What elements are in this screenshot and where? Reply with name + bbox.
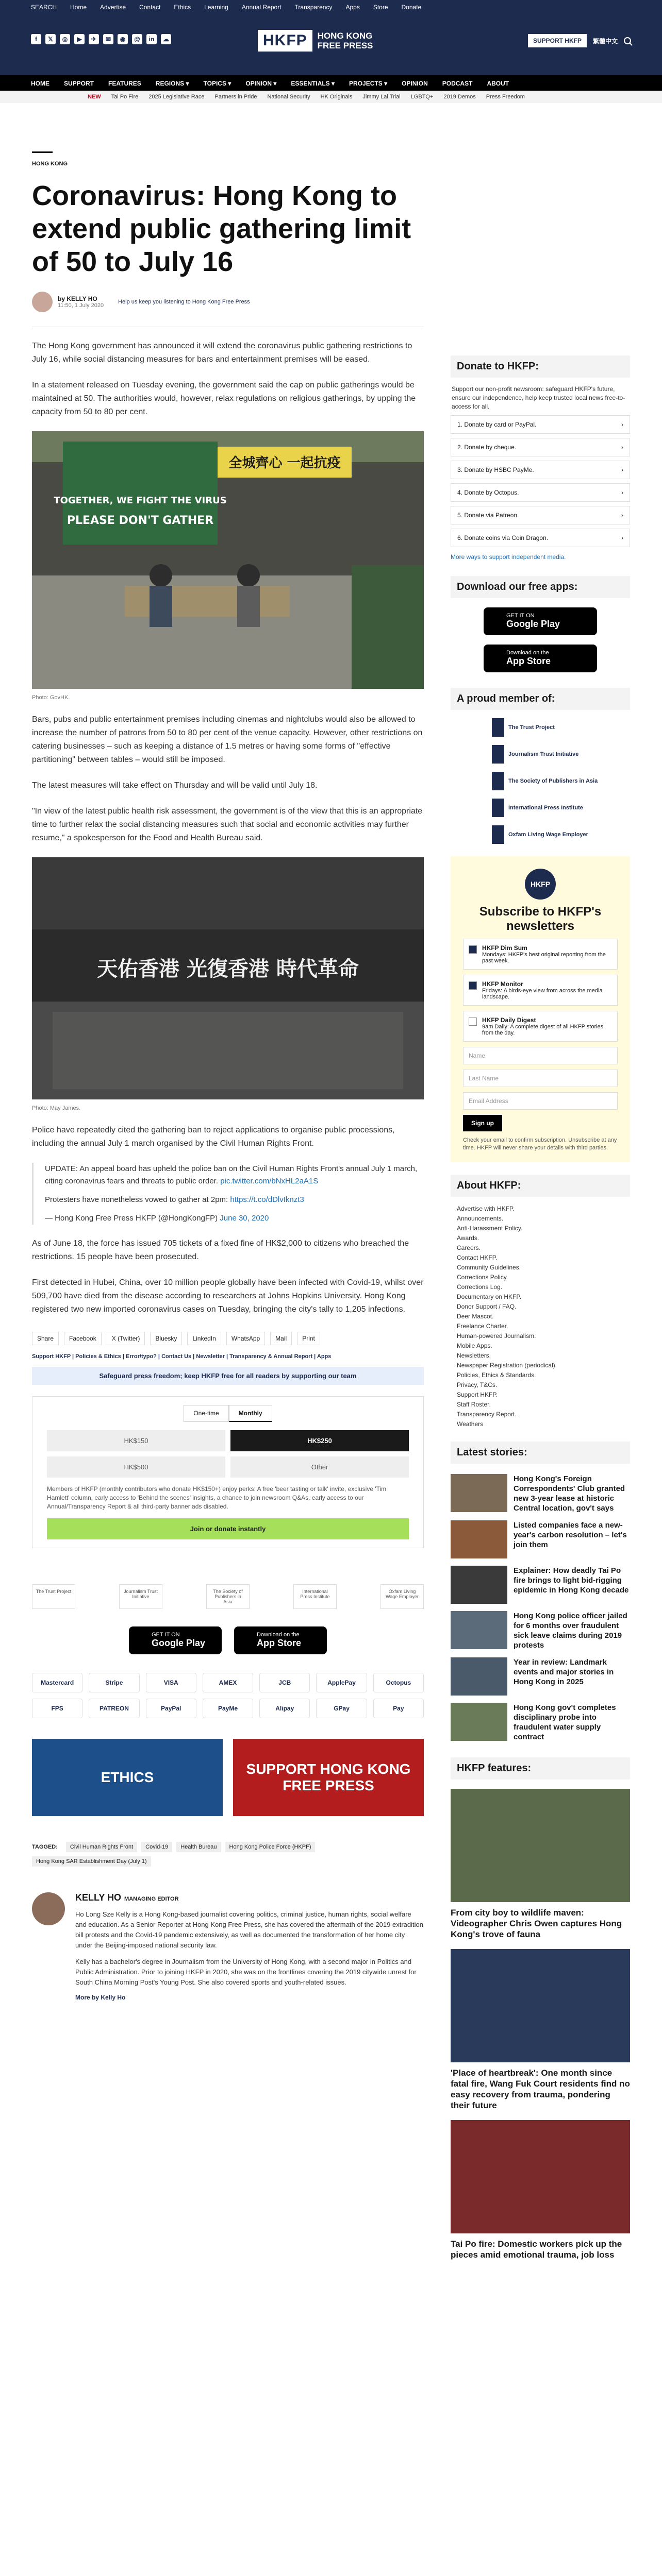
payment-logo: Stripe <box>89 1673 139 1692</box>
more-ways-link[interactable]: More ways to support independent media. <box>451 553 566 561</box>
about-link[interactable]: Anti-Harassment Policy. <box>457 1225 523 1232</box>
newsletter-note: Check your email to confirm subscription. Unsubscribe at any time. HKFP will never share your details with third parties. <box>463 1137 617 1151</box>
payment-logo: Mastercard <box>32 1673 82 1692</box>
photo-sign-text-1: TOGETHER, WE FIGHT THE VIRUS <box>54 495 227 506</box>
publish-date: 11:50, 1 July 2020 <box>58 302 104 309</box>
donate-box <box>32 1396 424 1548</box>
join-donate-button[interactable]: Join or donate instantly <box>47 1518 409 1539</box>
latest-stories <box>451 1474 630 1742</box>
share-button[interactable]: Bluesky <box>150 1332 182 1345</box>
subnav-item[interactable]: Partners in Pride <box>214 94 257 100</box>
nav-item[interactable]: OPINION ▾ <box>245 80 277 87</box>
photo-caption: Photo: GovHK. <box>32 694 70 701</box>
frequency-option[interactable]: One-time <box>184 1405 228 1422</box>
donate-option-label: 1. Donate by card or PayPal. <box>457 421 537 428</box>
about-link[interactable]: Contact HKFP. <box>457 1254 498 1261</box>
chevron-right-icon: › <box>621 489 623 496</box>
about-link[interactable]: Awards. <box>457 1234 479 1242</box>
latest-story[interactable] <box>451 1703 630 1742</box>
subnav-item[interactable]: National Security <box>267 94 310 100</box>
tag-chip[interactable]: Covid-19 <box>141 1842 172 1852</box>
newsletter-option[interactable] <box>463 975 618 1006</box>
threads-icon[interactable]: @ <box>132 34 142 44</box>
paragraph: The latest measures will take effect on Thursday and will be valid until July 18. <box>32 781 318 790</box>
features-heading: HKFP features: <box>451 1757 630 1780</box>
amount-options <box>47 1430 409 1478</box>
donate-text: Support our non-profit newsroom: safeguard HKFP's future, ensure our independence, help keep trusted local news free-to-access for all. <box>452 385 625 410</box>
tweet-link[interactable]: https://t.co/dDlvIknzt3 <box>230 1195 304 1204</box>
about-link[interactable]: Support HKFP. <box>457 1391 498 1398</box>
nav-item[interactable]: SUPPORT <box>64 80 94 87</box>
about-link[interactable]: Transparency Report. <box>457 1411 517 1418</box>
tweet-link[interactable]: pic.twitter.com/bNxHL2aA1S <box>220 1177 319 1185</box>
youtube-icon[interactable]: ▶ <box>74 34 85 44</box>
partner-logos <box>32 1584 424 1609</box>
story-thumbnail[interactable] <box>451 1474 507 1512</box>
feature-headline[interactable]: From city boy to wildlife maven: Videographer Chris Owen captures Hong Kong's trove of fauna <box>451 1908 622 1939</box>
search-icon[interactable] <box>624 37 631 44</box>
latest-story[interactable] <box>451 1657 630 1696</box>
donate-option-label: 2. Donate by cheque. <box>457 444 517 451</box>
nav-item[interactable]: PROJECTS ▾ <box>349 80 388 87</box>
about-link[interactable]: Careers. <box>457 1244 481 1251</box>
about-link[interactable]: Policies, Ethics & Standards. <box>457 1371 536 1379</box>
share-button[interactable]: Facebook <box>64 1332 102 1345</box>
donate-option[interactable] <box>451 483 630 502</box>
nav-item[interactable]: REGIONS ▾ <box>155 80 189 87</box>
frequency-toggle <box>47 1405 409 1422</box>
newsletter-name: HKFP Dim Sum <box>482 944 527 952</box>
nav-item[interactable]: ESSENTIALS ▾ <box>291 80 335 87</box>
tagged-label: TAGGED: <box>32 1844 58 1850</box>
topbar-link[interactable]: Transparency <box>294 4 333 11</box>
payment-logo: PayPal <box>146 1699 196 1718</box>
topbar-link[interactable]: Advertise <box>100 4 126 11</box>
member-logo[interactable]: The Society of Publishers in Asia <box>492 772 630 790</box>
tag-chip[interactable]: Civil Human Rights Front <box>66 1842 137 1852</box>
embedded-tweet <box>32 1163 424 1225</box>
nav-item[interactable]: PODCAST <box>442 80 473 87</box>
payment-logo: VISA <box>146 1673 196 1692</box>
nav-item[interactable]: HOME <box>31 80 49 87</box>
payment-logo: AMEX <box>203 1673 253 1692</box>
about-link[interactable]: Weathers <box>457 1420 484 1428</box>
feature-image[interactable] <box>451 1949 630 2062</box>
email-field[interactable]: Email Address <box>463 1092 618 1110</box>
donate-option-label: 5. Donate via Patreon. <box>457 512 519 519</box>
subnav-item[interactable]: 2025 Legislative Race <box>148 94 205 100</box>
story-headline[interactable]: Listed companies face a new-year's carbon resolution – let's join them <box>514 1521 627 1549</box>
app-store-badges <box>32 1626 424 1654</box>
apps-heading: Download our free apps: <box>451 576 630 598</box>
topbar-link[interactable]: Annual Report <box>241 4 282 11</box>
photo-image <box>32 857 424 1099</box>
payment-logo: Alipay <box>259 1699 310 1718</box>
author-name[interactable]: by KELLY HO <box>58 295 97 302</box>
nav-item[interactable]: TOPICS ▾ <box>203 80 231 87</box>
payment-methods <box>32 1673 424 1718</box>
photo-sign-text-2: PLEASE DON'T GATHER <box>67 514 214 527</box>
about-link[interactable]: Advertise with HKFP. <box>457 1205 515 1212</box>
payment-logo: ApplePay <box>316 1673 367 1692</box>
feature-headline[interactable]: 'Place of heartbreak': One month since fatal fire, Wang Fuk Court residents find no easy recovery from trauma, pondering their future <box>451 2068 630 2110</box>
paragraph: As of June 18, the force has issued 705 tickets of a fixed fine of HK$2,000 to citizens who breached the restrictions. 15 people have been prosecuted. <box>32 1239 409 1261</box>
search-link[interactable]: SEARCH <box>31 4 57 11</box>
latest-heading: Latest stories: <box>451 1442 630 1464</box>
nav-item[interactable]: ABOUT <box>487 80 509 87</box>
proud-member-heading: A proud member of: <box>451 688 630 710</box>
about-link[interactable]: Corrections Policy. <box>457 1274 508 1281</box>
partner-logo[interactable]: The Trust Project <box>32 1584 75 1609</box>
author-bio: Ho Long Sze Kelly is a Hong Kong-based journalist covering politics, criminal justice, human rights, social welfare and education. As a Senior Reporter at Hong Kong Free Press, she has covered the aftermath of the 2019 extradition bill protests and the Covid-19 pandemic extensively, as well as documented the transformation of her home city under the Beijing-imposed national security law. <box>75 1910 423 1949</box>
tag-chip[interactable]: Hong Kong Police Force (HKPF) <box>225 1842 316 1852</box>
tweet-source: — Hong Kong Free Press HKFP (@HongKongFP) <box>45 1214 218 1223</box>
newsletter-name: HKFP Daily Digest <box>482 1016 536 1024</box>
newsletter-desc: Mondays: HKFP's best original reporting from the past week. <box>482 952 606 964</box>
member-logo[interactable]: International Press Institute <box>492 799 630 817</box>
donate-option[interactable] <box>451 506 630 524</box>
newsletter-desc: Fridays: A birds-eye view from across the media landscape. <box>482 988 603 1000</box>
members-text: Members of HKFP (monthly contributors who donate HK$150+) enjoy perks: A free 'beer tasting or talk' invite, exclusive 'Tim Hamlett' column, early access to 'Behind the scenes' insights, a chance to join newsroom Q&As, early access to our Annual/Transparency Report & all third-party banner ads disabled. <box>47 1485 387 1510</box>
amount-option[interactable]: HK$150 <box>47 1430 225 1451</box>
language-switch[interactable]: 繁體中文 <box>592 37 618 45</box>
author-name[interactable]: KELLY HO <box>75 1892 122 1903</box>
about-link[interactable]: Mobile Apps. <box>457 1342 492 1349</box>
subnav-item[interactable]: 2019 Demos <box>443 94 476 100</box>
partner-logo[interactable]: International Press Institute <box>293 1584 337 1609</box>
newsletter-option[interactable] <box>463 939 618 970</box>
subnav-item[interactable]: HK Originals <box>320 94 353 100</box>
paragraph: Bars, pubs and public entertainment premises including cinemas and nightclubs would also be allowed to increase the number of patrons from 50 to 80 per cent of the venue capacity. However, other restrictions on catering businesses – such as keeping a distance of 1.5 metres or having some forms of "effective partitioning" between tables – would still be imposed. <box>32 715 423 764</box>
story-thumbnail[interactable] <box>451 1657 507 1696</box>
feature-story[interactable] <box>451 2120 630 2260</box>
donate-option-label: 4. Donate by Octopus. <box>457 489 519 496</box>
newsletter-title: Subscribe to HKFP's newsletters <box>479 905 602 933</box>
photo-image <box>32 431 424 689</box>
newsletter-signup <box>451 856 630 1162</box>
about-link[interactable]: Newspaper Registration (periodical). <box>457 1362 557 1369</box>
paragraph: "In view of the latest public health risk assessment, the government is of the view that this is an appropriate time to further relax the social distancing measures such that social and economic activities may further resume," a spokesperson for the Food and Health Bureau said. <box>32 807 423 842</box>
member-logo[interactable]: Oxfam Living Wage Employer <box>492 825 630 844</box>
checkbox[interactable] <box>469 945 477 954</box>
subnav-new-label: NEW <box>88 94 101 100</box>
share-button[interactable]: WhatsApp <box>226 1332 265 1345</box>
chevron-right-icon: › <box>621 534 623 541</box>
payment-logo: Pay <box>373 1699 424 1718</box>
share-button[interactable]: LinkedIn <box>187 1332 221 1345</box>
tweet-date-link[interactable]: June 30, 2020 <box>220 1214 269 1223</box>
tweet-text: Protesters have nonetheless vowed to gather at 2pm: <box>45 1195 228 1204</box>
promo-banners <box>32 1739 424 1816</box>
logo-line-1: HONG KONG <box>317 31 373 41</box>
section-label[interactable]: HONG KONG <box>32 161 68 167</box>
checkbox[interactable] <box>469 1018 477 1026</box>
email-icon[interactable]: ✉ <box>103 34 113 44</box>
about-link[interactable]: Documentary on HKFP. <box>457 1293 522 1300</box>
telegram-icon[interactable]: ✈ <box>89 34 99 44</box>
sub-nav <box>0 91 662 103</box>
store-name: App Store <box>257 1638 302 1648</box>
more-by-author-link[interactable]: More by Kelly Ho <box>75 1994 126 2001</box>
partner-logo[interactable]: The Society of Publishers in Asia <box>206 1584 250 1609</box>
photo-banner-text: 全城齊心 一起抗疫 <box>228 455 341 471</box>
name-field[interactable]: Name <box>463 1047 618 1064</box>
chevron-right-icon: › <box>621 421 623 428</box>
share-bar <box>32 1332 424 1345</box>
site-header <box>0 14 662 75</box>
member-logo[interactable]: Journalism Trust Initiative <box>492 745 630 764</box>
about-link[interactable]: Donor Support / FAQ. <box>457 1303 517 1310</box>
donate-option-label: 6. Donate coins via Coin Dragon. <box>457 534 549 541</box>
about-link[interactable]: Community Guidelines. <box>457 1264 521 1271</box>
store-name: Google Play <box>152 1638 206 1648</box>
instagram-icon[interactable]: ◎ <box>60 34 70 44</box>
author-role: MANAGING EDITOR <box>124 1896 179 1902</box>
tag-chip[interactable]: Health Bureau <box>176 1842 221 1852</box>
share-button[interactable]: Print <box>297 1332 320 1345</box>
story-headline[interactable]: Hong Kong police officer jailed for 6 months over fraudulent sick leave claims during 2019 protests <box>514 1612 627 1650</box>
site-logo[interactable] <box>258 30 373 52</box>
about-link[interactable]: Announcements. <box>457 1215 504 1222</box>
story-headline[interactable]: Explainer: How deadly Tai Po fire brings to light bid-rigging epidemic in Hong Kong decade <box>514 1566 629 1595</box>
support-hkfp-button[interactable]: SUPPORT HKFP <box>528 34 587 47</box>
latest-story[interactable] <box>451 1474 630 1513</box>
author-bio: Kelly has a bachelor's degree in Journalism from the University of Hong Kong, with a second major in Politics and Public Administration. Prior to joining HKFP in 2020, she was on the frontlines covering the 2019 citywide unrest for South China Morning Post's Young Post. She also covered sports and youth-related issues. <box>75 1958 417 1986</box>
checkbox[interactable] <box>469 981 477 990</box>
donate-option[interactable] <box>451 461 630 479</box>
latest-story[interactable] <box>451 1566 630 1604</box>
author-box <box>32 1892 424 2001</box>
donate-option-label: 3. Donate by HSBC PayMe. <box>457 466 534 473</box>
chevron-right-icon: › <box>621 444 623 451</box>
partner-logo[interactable]: Oxfam Living Wage Employer <box>380 1584 424 1609</box>
support-links[interactable]: Support HKFP | Policies & Ethics | Error/typo? | Contact Us | Newsletter | Transparency & Annual Report | Apps <box>32 1353 332 1360</box>
store-small-text: GET IT ON <box>152 1632 180 1638</box>
chevron-right-icon: › <box>621 512 623 519</box>
frequency-option[interactable]: Monthly <box>229 1405 272 1422</box>
story-headline[interactable]: Hong Kong's Foreign Correspondents' Club granted new 3-year lease at historic Central location, gov't says <box>514 1475 625 1513</box>
feature-story[interactable] <box>451 1949 630 2111</box>
topbar-link[interactable]: Apps <box>345 4 360 11</box>
google-play-badge[interactable] <box>129 1626 222 1654</box>
about-link[interactable]: Staff Roster. <box>457 1401 491 1408</box>
paragraph: Police have repeatedly cited the gathering ban to reject applications to organise public processions, including the annual July 1 march organised by the Civil Human Rights Front. <box>32 1126 395 1148</box>
story-headline[interactable]: Hong Kong gov't completes disciplinary probe into fraudulent water supply contract <box>514 1703 616 1741</box>
article <box>32 149 424 2001</box>
sidebar <box>451 355 630 2260</box>
photo-crowd-text: 天佑香港 光復香港 時代革命 <box>97 957 359 981</box>
linkedin-icon[interactable]: in <box>146 34 157 44</box>
tag-list <box>32 1842 424 1867</box>
nav-item[interactable]: OPINION <box>402 80 428 87</box>
topbar-link[interactable]: Ethics <box>174 4 191 11</box>
google-play-badge[interactable]: GET IT ON Google Play <box>484 607 597 635</box>
topbar-link[interactable]: Home <box>70 4 87 11</box>
paragraph: The Hong Kong government has announced it will extend the coronavirus public gathering restrictions to July 16, while social distancing measures for bars and entertainment premises will be eased. <box>32 342 412 364</box>
subnav-item[interactable]: Press Freedom <box>486 94 525 100</box>
topbar-link[interactable]: Donate <box>401 4 422 11</box>
about-link[interactable]: Human-powered Journalism. <box>457 1332 536 1340</box>
story-thumbnail[interactable] <box>451 1520 507 1558</box>
about-link[interactable]: Freelance Charter. <box>457 1323 508 1330</box>
feature-story[interactable] <box>451 1789 630 1940</box>
story-thumbnail[interactable] <box>451 1611 507 1649</box>
paragraph: First detected in Hubei, China, over 10 million people globally have been infected with Covid-19, whilst over 509,700 have died from the disease according to researchers at Johns Hopkins University. Hong Kong registered two new imported coronavirus cases on Tuesday, bringing the city's tally to 1,205 infections. <box>32 1278 424 1314</box>
facebook-icon[interactable]: f <box>31 34 41 44</box>
payment-logo: Octopus <box>373 1673 424 1692</box>
app-store-badge[interactable] <box>234 1626 327 1654</box>
newsletter-desc: 9am Daily: A complete digest of all HKFP stories from the day. <box>482 1024 604 1036</box>
rss-icon[interactable]: ◉ <box>118 34 128 44</box>
feature-stories <box>451 1789 630 2260</box>
about-links <box>451 1204 630 1429</box>
author-photo <box>32 1892 65 1925</box>
payment-logo: GPay <box>316 1699 367 1718</box>
partner-logo[interactable]: Journalism Trust Initiative <box>119 1584 162 1609</box>
bluesky-icon[interactable]: ☁ <box>161 34 171 44</box>
logo-line-2: FREE PRESS <box>317 41 373 50</box>
feature-image[interactable] <box>451 2120 630 2233</box>
payment-logo: JCB <box>259 1673 310 1692</box>
about-link[interactable]: Newsletters. <box>457 1352 491 1359</box>
logo-mark: HKFP <box>258 30 312 52</box>
store-small-text: Download on the <box>257 1632 300 1638</box>
subnav-item[interactable]: LGBTQ+ <box>410 94 434 100</box>
about-link[interactable]: Corrections Log. <box>457 1283 503 1291</box>
feature-headline[interactable]: Tai Po fire: Domestic workers pick up the pieces amid emotional trauma, job loss <box>451 2239 622 2260</box>
donate-heading: Donate to HKFP: <box>451 355 630 378</box>
payment-logo: FPS <box>32 1699 82 1718</box>
app-store-badge[interactable]: Download on the App Store <box>484 645 597 672</box>
newsletter-option[interactable] <box>463 1011 618 1042</box>
social-icons <box>31 34 171 44</box>
article-title: Coronavirus: Hong Kong to extend public gathering limit of 50 to July 16 <box>32 180 411 277</box>
payment-logo: PATREON <box>89 1699 139 1718</box>
top-utility-bar <box>0 0 662 14</box>
share-button[interactable]: Share <box>32 1332 59 1345</box>
topbar-link[interactable]: Store <box>373 4 388 11</box>
safeguard-banner[interactable]: Safeguard press freedom; keep HKFP free for all readers by supporting our team <box>32 1367 424 1385</box>
chevron-right-icon: › <box>621 466 623 473</box>
story-headline[interactable]: Year in review: Landmark events and major stories in Hong Kong in 2025 <box>514 1658 614 1686</box>
membership-logos <box>451 718 630 844</box>
topbar-link[interactable]: Learning <box>204 4 228 11</box>
subnav-item[interactable]: Tai Po Fire <box>111 94 139 100</box>
donate-option[interactable] <box>451 415 630 434</box>
payment-logo: PayMe <box>203 1699 253 1718</box>
feature-image[interactable] <box>451 1789 630 1902</box>
latest-story[interactable] <box>451 1520 630 1558</box>
share-button[interactable]: X (Twitter) <box>107 1332 145 1345</box>
help-link[interactable]: Help us keep you listening to Hong Kong Free Press <box>118 299 250 305</box>
tag-chip[interactable]: Hong Kong SAR Establishment Day (July 1) <box>32 1856 151 1867</box>
photo-vigil <box>32 857 424 1111</box>
photo-gathering-sign <box>32 431 424 701</box>
ethics-banner[interactable]: ETHICS <box>32 1739 223 1816</box>
newsletter-name: HKFP Monitor <box>482 980 523 988</box>
photo-caption: Photo: May James. <box>32 1105 81 1111</box>
about-link[interactable]: Privacy, T&Cs. <box>457 1381 498 1388</box>
paragraph: In a statement released on Tuesday evening, the government said the cap on public gatherings would be maintained at 50. The authorities would, however, relax regulations on religious gatherings, by upping the capacity from 50 to 80 per cent. <box>32 381 416 416</box>
story-thumbnail[interactable] <box>451 1566 507 1604</box>
member-logo[interactable]: The Trust Project <box>492 718 630 737</box>
tweet-text: UPDATE: An appeal board has upheld the police ban on the Civil Human Rights Front's annual July 1 march, citing coronavirus fears and threats to public order. <box>45 1164 418 1185</box>
nav-item[interactable]: FEATURES <box>108 80 141 87</box>
amount-option[interactable]: Other <box>230 1456 409 1478</box>
topbar-link[interactable]: Contact <box>139 4 161 11</box>
signup-button[interactable]: Sign up <box>463 1115 502 1131</box>
support-banner[interactable]: SUPPORT HONG KONG FREE PRESS <box>233 1739 424 1816</box>
main-nav <box>0 75 662 91</box>
latest-story[interactable] <box>451 1611 630 1650</box>
x-icon[interactable]: 𝕏 <box>45 34 56 44</box>
amount-option[interactable]: HK$250 <box>230 1430 409 1451</box>
share-button[interactable]: Mail <box>270 1332 292 1345</box>
story-thumbnail[interactable] <box>451 1703 507 1741</box>
donate-option[interactable] <box>451 529 630 547</box>
amount-option[interactable]: HK$500 <box>47 1456 225 1478</box>
subnav-item[interactable]: Jimmy Lai Trial <box>362 94 401 100</box>
about-link[interactable]: Deer Mascot. <box>457 1313 494 1320</box>
author-avatar <box>32 292 53 312</box>
about-heading: About HKFP: <box>451 1175 630 1197</box>
hkfp-badge-icon: HKFP <box>525 869 556 900</box>
donate-option[interactable] <box>451 438 630 456</box>
byline <box>32 292 424 312</box>
last-name-field[interactable]: Last Name <box>463 1070 618 1087</box>
